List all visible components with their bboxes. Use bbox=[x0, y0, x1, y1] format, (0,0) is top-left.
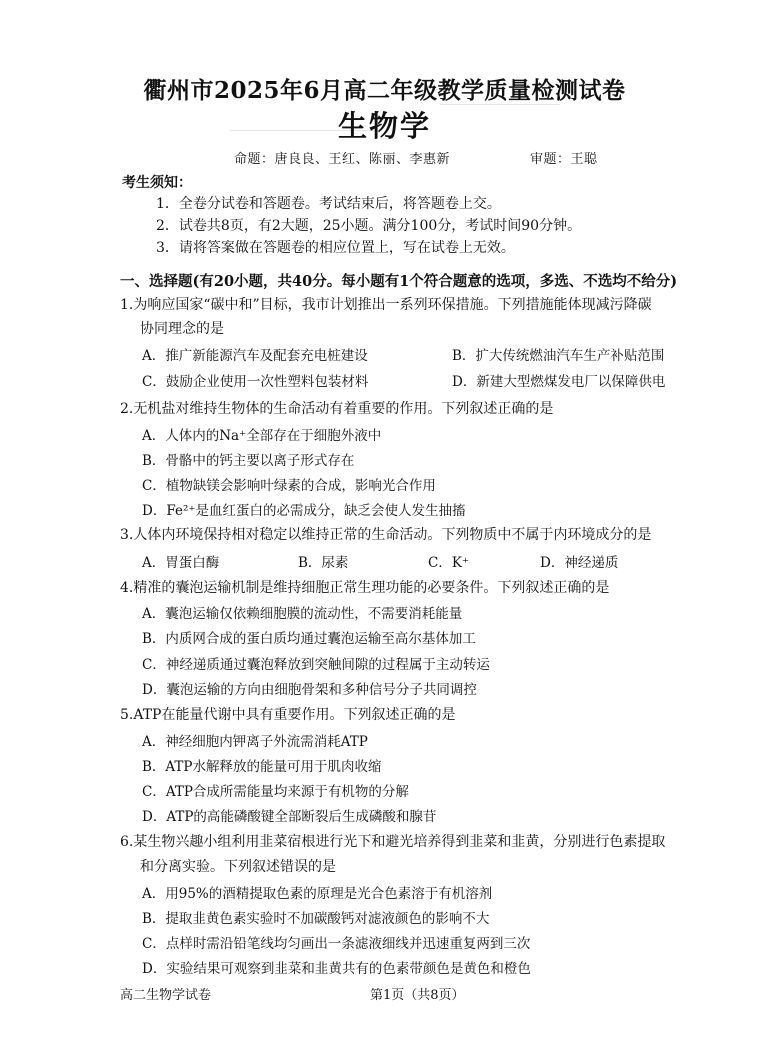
question-stem: 3.人体内环境保持相对稳定以维持正常的生命活动。下列物质中不属于内环境成分的是 bbox=[120, 527, 652, 543]
question-option: A．人体内的Na⁺全部存在于细胞外液中 bbox=[142, 428, 382, 444]
question-option: B．ATP水解释放的能量可用于肌肉收缩 bbox=[142, 759, 382, 775]
question-option: B．扩大传统燃油汽车生产补贴范围 bbox=[452, 348, 665, 364]
question-option: A．囊泡运输仅依赖细胞膜的流动性，不需要消耗能量 bbox=[142, 606, 463, 622]
question-option: A．神经细胞内钾离子外流需消耗ATP bbox=[142, 734, 368, 750]
question-option: C．神经递质通过囊泡释放到突触间隙的过程属于主动转运 bbox=[142, 657, 490, 673]
question-stem-cont: 协同理念的是 bbox=[140, 321, 224, 337]
question-stem: 6.某生物兴趣小组利用韭菜宿根进行光下和避光培养得到韭菜和韭黄，分别进行色素提取 bbox=[120, 834, 666, 850]
question-option: C．K⁺ bbox=[428, 555, 470, 571]
notice-item: 3．请将答案做在答题卷的相应位置上，写在试卷上无效。 bbox=[156, 240, 515, 256]
question-option: D．新建大型燃煤发电厂以保障供电 bbox=[452, 374, 666, 390]
question-option: D．囊泡运输的方向由细胞骨架和多种信号分子共同调控 bbox=[142, 682, 477, 698]
question-stem-cont: 和分离实验。下列叙述错误的是 bbox=[140, 859, 336, 875]
section-title: 一、选择题(有20小题，共40分。每小题有1个符合题意的选项，多选、不选均不给分) bbox=[120, 273, 678, 290]
question-option: A．胃蛋白酶 bbox=[142, 555, 220, 571]
notice-title: 考生须知： bbox=[122, 175, 192, 191]
exam-reviewer: 审题：王聪 bbox=[530, 152, 598, 167]
exam-authors: 命题：唐良良、王红、陈丽、李惠新 bbox=[234, 152, 451, 167]
question-stem: 1.为响应国家“碳中和”目标，我市计划推出一系列环保措施。下列措施能体现减污降碳 bbox=[120, 297, 652, 313]
question-option: C．点样时需沿铅笔线均匀画出一条滤液细线并迅速重复两到三次 bbox=[142, 936, 531, 952]
exam-title: 衢州市2025年6月高二年级教学质量检测试卷 bbox=[143, 77, 626, 104]
question-stem: 5.ATP在能量代谢中具有重要作用。下列叙述正确的是 bbox=[120, 707, 456, 723]
question-stem: 2.无机盐对维持生物体的生命活动有着重要的作用。下列叙述正确的是 bbox=[120, 401, 554, 417]
notice-item: 1．全卷分试卷和答题卷。考试结束后，将答题卷上交。 bbox=[156, 196, 501, 212]
question-option: A．推广新能源汽车及配套充电桩建设 bbox=[142, 348, 368, 364]
footer-subject: 高二生物学试卷 bbox=[120, 988, 212, 1003]
page-number: 第1页（共8页） bbox=[370, 988, 465, 1003]
question-option: B．骨骼中的钙主要以离子形式存在 bbox=[142, 453, 355, 469]
question-option: D．实验结果可观察到韭菜和韭黄共有的色素带颜色是黄色和橙色 bbox=[142, 961, 531, 977]
notice-item: 2．试卷共8页，有2大题，25小题。满分100分，考试时间90分钟。 bbox=[156, 218, 582, 234]
question-option: B．内质网合成的蛋白质均通过囊泡运输至高尔基体加工 bbox=[142, 631, 476, 647]
question-option: B．提取韭黄色素实验时不加碳酸钙对滤液颜色的影响不大 bbox=[142, 911, 490, 927]
question-option: D．Fe²⁺是血红蛋白的必需成分，缺乏会使人发生抽搐 bbox=[142, 503, 466, 519]
question-option: A．用95%的酒精提取色素的原理是光合色素溶于有机溶剂 bbox=[142, 886, 493, 902]
question-option: B．尿素 bbox=[298, 555, 349, 571]
question-option: C．ATP合成所需能量均来源于有机物的分解 bbox=[142, 784, 409, 800]
question-option: C．植物缺镁会影响叶绿素的合成，影响光合作用 bbox=[142, 478, 436, 494]
question-option: C．鼓励企业使用一次性塑料包装材料 bbox=[142, 374, 369, 390]
question-option: D．ATP的高能磷酸键全部断裂后生成磷酸和腺苷 bbox=[142, 809, 437, 825]
exam-subject: 生物学 bbox=[337, 109, 431, 143]
question-stem: 4.精准的囊泡运输机制是维持细胞正常生理功能的必要条件。下列叙述正确的是 bbox=[120, 580, 610, 596]
question-option: D．神经递质 bbox=[540, 555, 619, 571]
